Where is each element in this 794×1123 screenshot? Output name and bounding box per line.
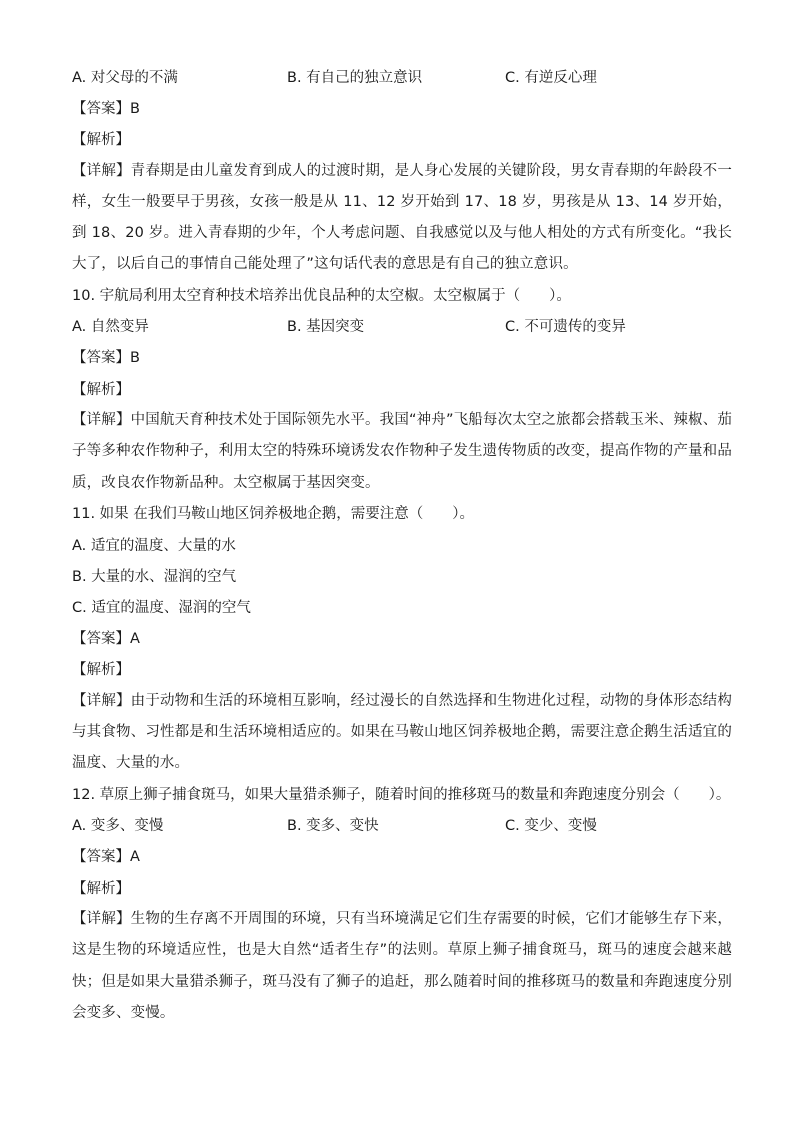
q11-option-a: A. 适宜的温度、大量的水: [72, 537, 236, 554]
document-page: [72, 62, 732, 1029]
q10-option-a: A. 自然变异: [72, 319, 149, 336]
q10-detail: 【详解】中国航天育种技术处于国际领先水平。我国“神舟”飞船每次太空之旅都会搭载玉米、辣椒、茄子等多种农作物种子，利用太空的特殊环境诱发农作物种子发生遗传物质的改变，提高作物的产量和品质，改良农作物新品种。太空椒属于基因突变。: [72, 412, 732, 491]
q9-option-b: B. 有自己的独立意识: [287, 69, 423, 86]
q11-answer: 【答案】A: [72, 631, 140, 648]
q11-stem: 11. 如果 在我们马鞍山地区饲养极地企鹅，需要注意（ ）。: [72, 506, 475, 523]
q10-analysis-label: 【解析】: [72, 381, 130, 398]
q9-analysis-label: 【解析】: [72, 131, 130, 148]
q12-stem: 12. 草原上狮子捕食斑马，如果大量猎杀狮子，随着时间的推移斑马的数量和奔跑速度分别会（ ）。: [72, 787, 731, 804]
q11-option-b: B. 大量的水、湿润的空气: [72, 568, 237, 585]
q12-option-a: A. 变多、变慢: [72, 818, 164, 835]
q10-stem: 10. 宇航局利用太空育种技术培养出优良品种的太空椒。太空椒属于（ ）。: [72, 287, 571, 304]
q12-detail: 【详解】生物的生存离不开周围的环境，只有当环境满足它们生存需要的时候，它们才能够生存下来，这是生物的环境适应性，也是大自然“适者生存”的法则。草原上狮子捕食斑马，斑马的速度会越来越快；但是如果大量猎杀狮子，斑马没有了狮子的追赶，那么随着时间的推移斑马的数量和奔跑速度分别会变多、变慢。: [72, 911, 732, 1021]
q12-option-b: B. 变多、变快: [287, 818, 379, 835]
q11-detail: 【详解】由于动物和生活的环境相互影响，经过漫长的自然选择和生物进化过程，动物的身体形态结构与其食物、习性都是和生活环境相适应的。如果在马鞍山地区饲养极地企鹅，需要注意企鹅生活适宜的温度、大量的水。: [72, 692, 732, 772]
q10-options: [72, 312, 732, 343]
q12-option-c: C. 变少、变慢: [505, 818, 597, 835]
q9-answer: 【答案】B: [72, 100, 140, 117]
q9-detail: 【详解】青春期是由儿童发育到成人的过渡时期，是人身心发展的关键阶段，男女青春期的年龄段不一样，女生一般要早于男孩，女孩一般是从 11、12 岁开始到 17、18 岁，男孩是从 13、14 岁开始，到 18、20 岁。进入青春期的少年，个人考虑问题、自我感觉以及与他人相处的方式有所变化。“我长大了，以后自己的事情自己能处理了”这句话代表的意思是有自己的独立意识。: [72, 162, 732, 273]
q11-option-c: C. 适宜的温度、湿润的空气: [72, 599, 251, 616]
q12-options: [72, 811, 732, 842]
q9-option-a: A. 对父母的不满: [72, 69, 178, 86]
q10-answer: 【答案】B: [72, 350, 140, 367]
q9-option-c: C. 有逆反心理: [505, 69, 597, 86]
q11-analysis-label: 【解析】: [72, 662, 130, 679]
q10-option-b: B. 基因突变: [287, 319, 365, 336]
q12-answer: 【答案】A: [72, 849, 140, 866]
q9-options: [72, 62, 732, 93]
q12-analysis-label: 【解析】: [72, 880, 130, 897]
q10-option-c: C. 不可遗传的变异: [505, 319, 626, 336]
